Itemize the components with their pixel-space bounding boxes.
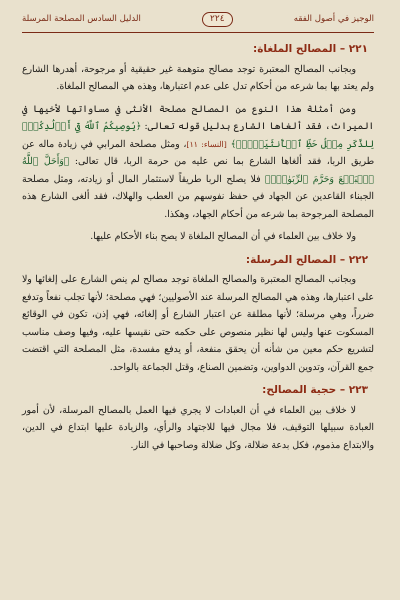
paragraph: لا خلاف بين العلماء في أن العبادات لا يجري فيها العمل بالمصالح المرسلة، لأن أمور العبادة سبيلها التوقيف، فلا مجال فيها للاجتهاد والرأي، والزيادة عليها ابتداع في الدين، والابتداع مذموم، فكل بدعة ضلالة، وكل ضلالة وصاحبها في النار. [22, 404, 374, 451]
section-heading-222: ٢٢٢ – المصالح المرسلة: [245, 253, 368, 266]
paragraph: وبجانب المصالح المعتبرة والمصالح الملغاة توجد مصالح لم ينص الشارع على إلغائها ولا على اعتبارها، وهذه هي المصالح المرسلة عند الأصوليين؛ فهي مصلحة؛ لأنها تجلب نفعاً وتدفع ضرراً، وهي مرسلة؛ لأنها مطلقة عن اعتبار الشارع أو إلغائه، فهي إذن، تكون في الوقائع المسكوت عنها وليس لها نظير منصوص على حكمه حتى نقيسها عليه، وفيها وصف مناسب لتشريع حكم معين من شأنه أن يحقق منفعة، أو يدفع مفسدة، مثل المصلحة التي اقتضت جمع القرآن، وتدوين الدواوين، وتضمين الصناع، وقتل الجماعة بالواحد. [22, 274, 374, 373]
paragraph-text: فلا يصلح الربا طريقاً لاستثمار المال أو زيادته، ومثل مصلحة الجبناء القاعدين عن الجهاد في حفظ نفوسهم من العطب والهلاك، فقد ألغى الشارع هذه المصلحة المرجوحة بما شرعه من أحكام الجهاد، وهكذا. [22, 173, 374, 220]
paragraph: ولا خلاف بين العلماء في أن المصالح الملغاة لا يصح بناء الأحكام عليها. [90, 231, 356, 242]
paragraph: وبجانب المصالح المعتبرة توجد مصالح متوهمة غير حقيقية أو مرجوحة، أهدرها الشارع ولم يعتد بها بما شرعه من أحكام تدل على عدم اعتبارها، وهذه هي المصالح الملغاة. [22, 63, 374, 92]
chapter-title: الدليل السادس المصلحة المرسلة [22, 14, 141, 24]
section-heading-221: ٢٢١ – المصالح الملغاة: [253, 43, 368, 55]
book-title: الوجيز في أصول الفقه [293, 14, 374, 24]
verse-reference: [النساء: ١١] [186, 139, 227, 149]
quran-verse: ﴿وَأَحَلَّ ٱللَّهُ ٱلۡبَيۡعَ وَحَرَّمَ ٱلرِّبَوٰاْۚ﴾ [22, 156, 374, 185]
page-body [22, 41, 374, 454]
quran-verse: ﴿يُوصِيكُمُ ٱللَّهُ فِيٓ أَوۡلَٰدِكُمۡۖ لِلذَّكَرِ مِثۡلُ حَظِّ ٱلۡأُنثَيَيۡنِۚ﴾ [22, 121, 374, 150]
section-heading-223: ٢٢٣ – حجية المصالح: [262, 384, 368, 396]
header-divider [22, 32, 374, 33]
paragraph [22, 101, 374, 224]
paragraph-text: ، ومثل مصلحة المرابي في زيادة ماله عن طريق الربا، فقد ألغاها الشارع بما نص عليه من حرمة الربا، قال تعالى: [22, 138, 375, 167]
page-number: ٢٢٤ [202, 12, 233, 27]
paragraph-text: ومن أمثلة هذا النوع من المصالح مصلحة الأنثى في مساواتها لأخيها في الميراث، فقد ألغاها الشارع بدليل قوله تعالى: [22, 103, 374, 132]
running-header [22, 8, 374, 30]
